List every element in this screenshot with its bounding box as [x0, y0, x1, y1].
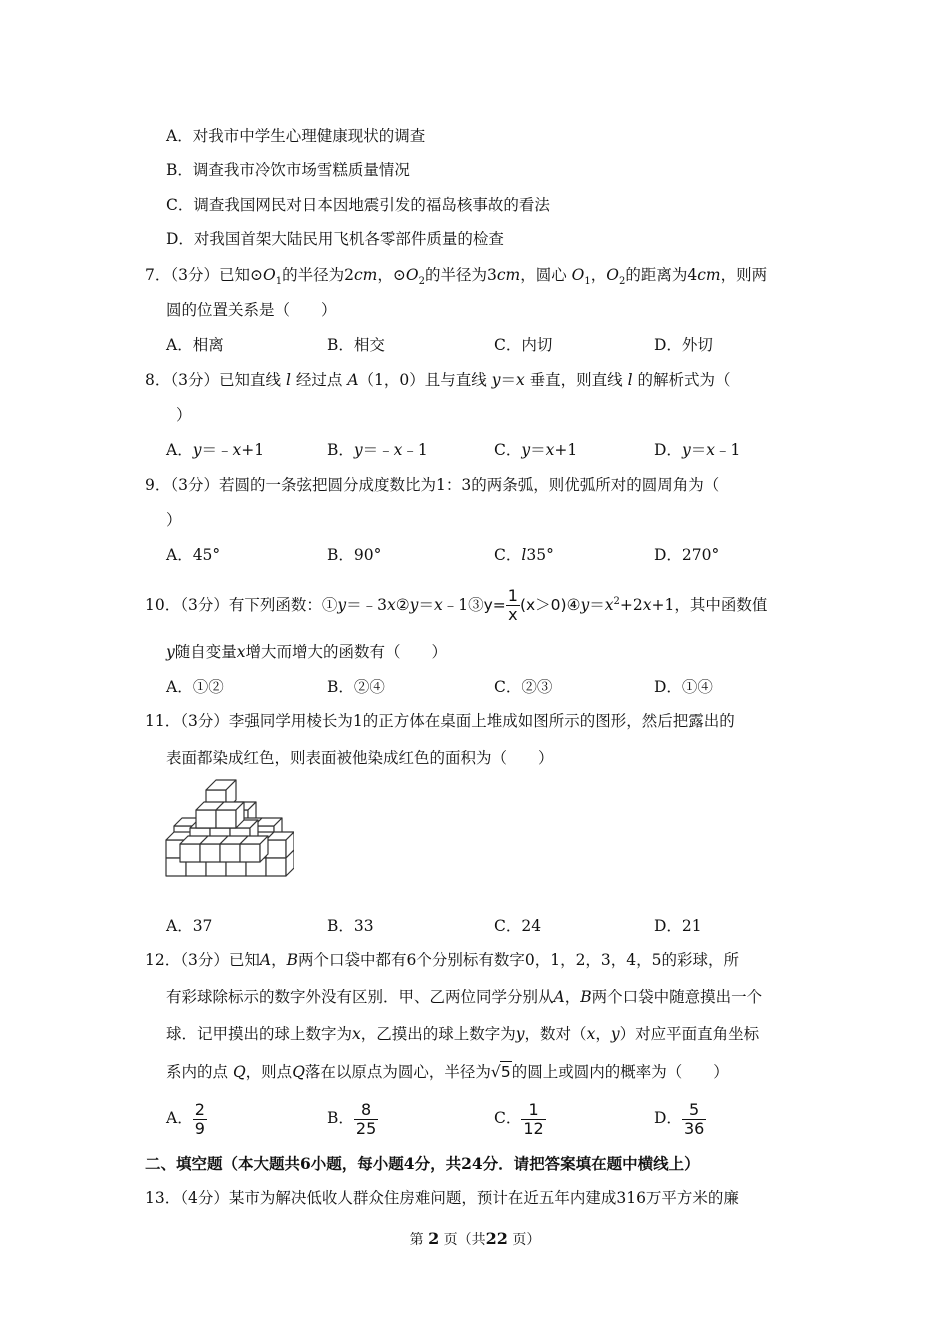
q11-option-d: D．21: [654, 917, 702, 935]
q7-option-a: A．相离: [166, 336, 224, 354]
q9-option-b: B．90°: [327, 546, 382, 564]
q11-option-a: A．37: [166, 917, 213, 935]
q12-option-b: B． $\frac{8}{25}$: [327, 1099, 377, 1138]
q11-option-c: C．24: [494, 917, 542, 935]
q10-stem: 10．（3分）有下列函数：①y＝﹣3x②y＝x﹣1③y= $\frac{1}{x}$ $(x>0)④y=x^2+2x+1$，其中函数值: [145, 586, 768, 625]
q10-option-d: D．①④: [654, 678, 713, 696]
q8-option-c: C．y＝x+1: [494, 441, 578, 459]
q11-stem-line2: 表面都染成红色，则表面被他染成红色的面积为（ ）: [166, 749, 554, 767]
q12-stem-line4: 系内的点 Q，则点Q落在以原点为圆心，半径为√5的圆上或圆内的概率为（ ）: [166, 1063, 729, 1081]
q11-stem: 11．（3分）李强同学用棱长为1的正方体在桌面上堆成如图所示的图形，然后把露出的: [145, 712, 735, 730]
q8-option-d: D．y＝x﹣1: [654, 441, 741, 459]
q12-option-a: A． $\frac{2}{9}$: [166, 1099, 205, 1138]
q10-option-a: A．①②: [166, 678, 224, 696]
q9-option-d: D．270°: [654, 546, 720, 564]
q12-stem-line2: 有彩球除标示的数字外没有区别．甲、乙两位同学分别从A，B两个口袋中随意摸出一个: [166, 988, 763, 1006]
page-footer: 第 2 页（共22 页）: [409, 1229, 541, 1248]
q10-stem-line2: y随自变量x增大而增大的函数有（ ）: [166, 643, 448, 661]
q6-option-b: B．调查我市冷饮市场雪糕质量情况: [166, 161, 410, 179]
q8-stem: 8．（3分）已知直线 l 经过点 A（1，0）且与直线 y＝x 垂直，则直线 l 的解析式为（: [145, 371, 731, 389]
q7-option-d: D．外切: [654, 336, 713, 354]
q7-stem: 7．（3分）已知$⊙O_1$的半径为2cm，$⊙O_2$的半径为3cm，圆心 $O_1$，$O_2$的距离为4cm，则两: [145, 266, 768, 288]
q6-option-c: C．调查我国网民对日本因地震引发的福岛核事故的看法: [166, 196, 550, 214]
section-heading-fill-in: 二、填空题（本大题共6小题，每小题4分，共24分．请把答案填在题中横线上）: [145, 1154, 700, 1173]
q8-option-a: A．y＝﹣x+1: [166, 441, 265, 459]
q6-option-d: D．对我国首架大陆民用飞机各零部件质量的检查: [166, 230, 504, 248]
q10-option-c: C．②③: [494, 678, 553, 696]
q10-option-b: B．②④: [327, 678, 385, 696]
q12-stem: 12．（3分）已知A，B两个口袋中都有6个分别标有数字0，1，2，3，4，5的彩球，所: [145, 951, 740, 969]
q12-option-c: C． $\frac{1}{12}$: [494, 1099, 544, 1138]
q6-option-a: A．对我市中学生心理健康现状的调查: [166, 127, 426, 145]
q8-stem-line2: ）: [176, 406, 192, 424]
q9-option-a: A．45°: [166, 546, 221, 564]
q7-option-b: B．相交: [327, 336, 385, 354]
q7-stem-line2: 圆的位置关系是（ ）: [166, 301, 337, 319]
q7-option-c: C．内切: [494, 336, 553, 354]
q12-stem-line3: 球．记甲摸出的球上数字为x，乙摸出的球上数字为y，数对（x，y）对应平面直角坐标: [166, 1025, 760, 1043]
q13-stem: 13．（4分）某市为解决低收人群众住房难问题，预计在近五年内建成316万平方米的廉: [145, 1189, 739, 1207]
cube-stack-figure: [162, 778, 294, 884]
q8-option-b: B．y＝﹣x﹣1: [327, 441, 428, 459]
q9-stem: 9．（3分）若圆的一条弦把圆分成度数比为1：3的两条弧，则优弧所对的圆周角为（: [145, 476, 720, 494]
q9-option-c: C．l35°: [494, 546, 554, 564]
q11-option-b: B．33: [327, 917, 374, 935]
q9-stem-line2: ）: [166, 511, 182, 529]
q12-option-d: D． $\frac{5}{36}$: [654, 1099, 705, 1138]
q10-function-3: y= $\frac{1}{x}$ (x＞0): [483, 586, 567, 625]
